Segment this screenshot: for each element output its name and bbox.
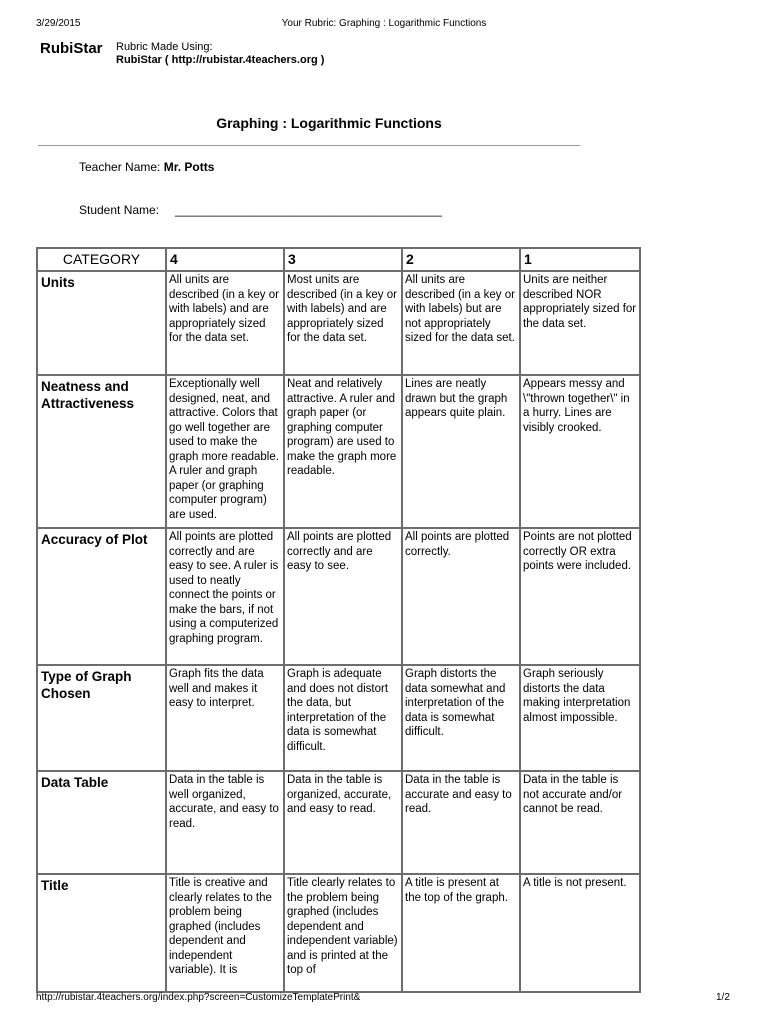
table-cell: Units are neither described NOR appropriately sized for the data set. — [520, 271, 640, 375]
table-cell: All points are plotted correctly and are easy to see. A ruler is used to neatly connect the points or make the bars, if not using a computerized graphing program. — [166, 528, 284, 665]
table-cell: Points are not plotted correctly OR extra points were included. — [520, 528, 640, 665]
table-cell: Most units are described (in a key or with labels) and are appropriately sized for the data set. — [284, 271, 402, 375]
table-row — [37, 271, 640, 375]
student-name-line: ________________________________________ — [175, 203, 442, 217]
table-cell: Lines are neatly drawn but the graph appears quite plain. — [402, 375, 520, 528]
table-cell: All units are described (in a key or with labels) and are appropriately sized for the data set. — [166, 271, 284, 375]
table-cell: All points are plotted correctly. — [402, 528, 520, 665]
table-cell: All units are described (in a key or with labels) but are not appropriately sized for the data set. — [402, 271, 520, 375]
header-level-2: 2 — [402, 248, 520, 271]
footer-url[interactable]: http://rubistar.4teachers.org/index.php?screen=CustomizeTemplatePrint& — [36, 992, 361, 1003]
category-cell: Data Table — [37, 771, 166, 874]
made-using-block — [116, 41, 324, 67]
table-cell: Data in the table is organized, accurate, and easy to read. — [284, 771, 402, 874]
table-cell: Appears messy and \"thrown together\" in a hurry. Lines are visibly crooked. — [520, 375, 640, 528]
table-cell: A title is present at the top of the graph. — [402, 874, 520, 992]
table-cell: Exceptionally well designed, neat, and attractive. Colors that go well together are used to make the graph more readable. A ruler and graph paper (or graphing computer program) are used. — [166, 375, 284, 528]
table-cell: Neat and relatively attractive. A ruler and graph paper (or graphing computer program) are used to make the graph more readable. — [284, 375, 402, 528]
table-cell: Graph seriously distorts the data making interpretation almost impossible. — [520, 665, 640, 771]
table-row — [37, 874, 640, 992]
table-row — [37, 665, 640, 771]
source-link[interactable]: RubiStar ( http://rubistar.4teachers.org ) — [116, 54, 325, 66]
header-level-1: 1 — [520, 248, 640, 271]
category-cell: Neatness and Attractiveness — [37, 375, 166, 528]
table-row — [37, 375, 640, 528]
teacher-name-label: Teacher Name: — [79, 160, 161, 174]
table-cell: All points are plotted correctly and are easy to see. — [284, 528, 402, 665]
made-using-label: Rubric Made Using: — [116, 41, 213, 53]
table-cell: Data in the table is not accurate and/or cannot be read. — [520, 771, 640, 874]
table-cell: Title is creative and clearly relates to the problem being graphed (includes dependent and independent variable). It is — [166, 874, 284, 992]
teacher-name-value: Mr. Potts — [163, 160, 215, 174]
brand-logo: RubiStar — [40, 40, 103, 57]
table-cell: Graph is adequate and does not distort the data, but interpretation of the data is somewhat difficult. — [284, 665, 402, 771]
table-cell: A title is not present. — [520, 874, 640, 992]
title-divider — [38, 145, 580, 146]
rubric-title: Graphing : Logarithmic Functions — [216, 115, 442, 131]
header-row — [37, 248, 640, 271]
footer-page-number: 1/2 — [716, 992, 730, 1003]
print-date: 3/29/2015 — [36, 18, 81, 29]
print-page-title: Your Rubric: Graphing : Logarithmic Functions — [281, 18, 487, 29]
table-cell: Graph distorts the data somewhat and interpretation of the data is somewhat difficult. — [402, 665, 520, 771]
category-cell: Accuracy of Plot — [37, 528, 166, 665]
table-row — [37, 528, 640, 665]
category-cell: Type of Graph Chosen — [37, 665, 166, 771]
table-cell: Graph fits the data well and makes it easy to interpret. — [166, 665, 284, 771]
table-cell: Data in the table is well organized, accurate, and easy to read. — [166, 771, 284, 874]
header-category: CATEGORY — [37, 248, 166, 271]
table-row — [37, 771, 640, 874]
category-cell: Title — [37, 874, 166, 992]
table-cell: Data in the table is accurate and easy to read. — [402, 771, 520, 874]
category-cell: Units — [37, 271, 166, 375]
student-name-label: Student Name: — [79, 203, 160, 217]
teacher-name-row — [79, 160, 214, 174]
table-cell: Title clearly relates to the problem being graphed (includes dependent and independent variable) and is printed at the top of — [284, 874, 402, 992]
rubric-table — [36, 247, 641, 993]
header-level-4: 4 — [166, 248, 284, 271]
header-level-3: 3 — [284, 248, 402, 271]
